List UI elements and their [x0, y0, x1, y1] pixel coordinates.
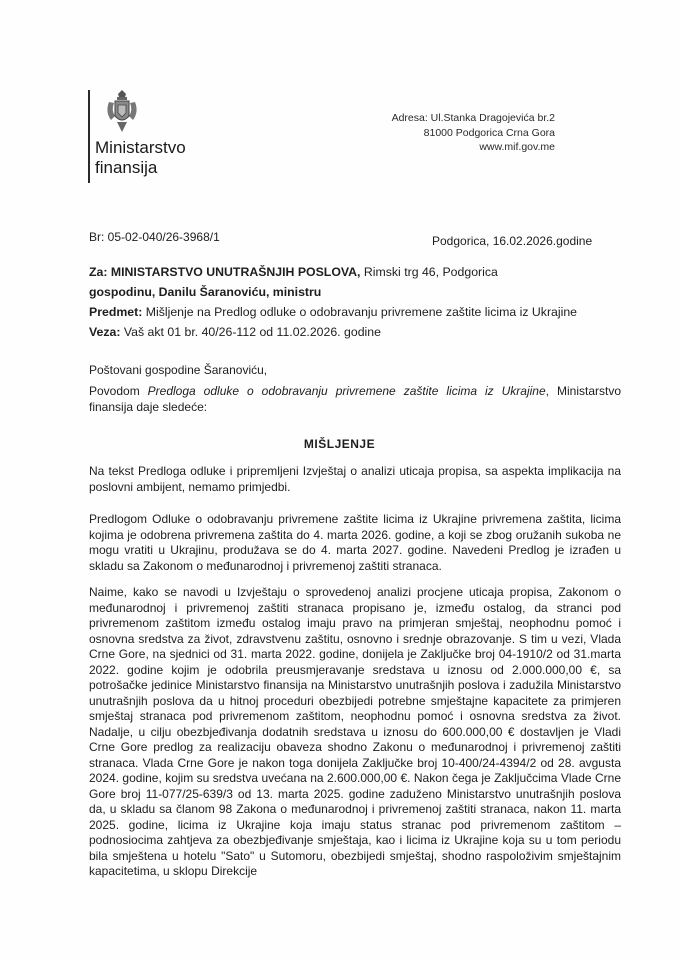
- website-link[interactable]: www.mif.gov.me: [479, 141, 555, 153]
- intro-pre: Povodom: [89, 384, 148, 398]
- recipient-block: [89, 262, 577, 342]
- veza-label: Veza:: [89, 325, 121, 339]
- intro-italic: Predloga odluke o odobravanju privremene zaštite licima iz Ukrajine: [147, 384, 546, 398]
- ministry-name-line1: Ministarstvo: [95, 138, 186, 157]
- subject-line: [89, 302, 577, 322]
- coat-of-arms-icon: [101, 88, 143, 136]
- intro-paragraph: [89, 384, 621, 415]
- ministry-name: [95, 138, 186, 178]
- subject-text: Mišljenje na Predlog odluke o odobravanju privremene zaštite licima iz Ukrajine: [142, 305, 578, 319]
- letterhead-divider: [88, 90, 90, 183]
- za-label: Za:: [89, 265, 108, 279]
- paragraph-3: Naime, kako se navodi u Izvještaju o sprovedenoj analizi procjene uticaja propisa, Zakonom o međunarodnoj i privremenoj zaštiti stranaca propisano je, između ostalog, da stranci pod privremenom zaštitom između ostalog imaju pravo na primjeran smještaj, neophodnu pomoć i osnovna sredstva za život, zdravstvenu zaštitu, osnovno i srednje obrazovanje. S tim u vezi, Vlada Crne Gore, na sjednici od 31. marta 2022. godine, donijela je Zaključke broj 04-1910/2 od 31.marta 2022. godine kojim je odobrila preusmjeravanje sredstava u iznosu od 2.000.000,00 €, sa potrošačke jedinice Ministarstvo finansija na Ministarstvo unutrašnjih poslova i zadužila Ministarstvo unutrašnjih poslova da u hitnoj proceduri obezbijedi potrebne smještajne kapacitete za primjeren smještaj stranaca pod privremenom zaštitom, neophodnu pomoć i osnovna sredstva za život. Nadalje, u cilju obezbjeđivanja dodatnih sredstava u iznosu do 600.000,00 € dostavljen je Vladi Crne Gore predlog za realizaciju obaveza shodno Zakonu o međunarodnoj i privremenoj zaštiti stranaca. Vlada Crne Gore je nakon toga donijela Zaključke broj 10-400/24-4394/2 od 28. avgusta 2024. godine, kojim su sredstva uvećana na 2.600.000,00 €. Nakon čega je Zaključcima Vlade Crne Gore broj 11-077/25-639/3 od 13. marta 2025. godine zaduženo Ministarstvo unutrašnjih poslova da, u skladu sa članom 98 Zakona o međunarodnoj i privremenoj zaštiti stranaca, nakon 11. marta 2025. godine, licima iz Ukrajine koja imaju status stranac pod privremenom zaštitom – podnosiocima zahtjeva za obezbjeđivanje smještaja, kao i licima iz Ukrajine koja su u tom periodu bila smještena u hotelu "Sato" u Sutomoru, obezbijedi smještaj, shodno raspoloživim smještajnim kapacitetima, u sklopu Direkcije: [89, 585, 621, 878]
- recipient-institution: MINISTARSTVO UNUTRAŠNJIH POSLOVA,: [110, 265, 361, 279]
- reference-line: [89, 322, 577, 342]
- address-city: 81000 Podgorica Crna Gora: [423, 126, 555, 139]
- paragraph-1: Na tekst Predloga odluke i pripremljeni Izvještaj o analizi uticaja propisa, sa aspekta implikacija na poslovni ambijent, nemamo primjedbi.: [89, 464, 621, 494]
- paragraph-2: Predlogom Odluke o odobravanju privremene zaštite licima iz Ukrajine privremena zaštita, licima kojima je odobrena privremena zaštita do 4. marta 2026. godine, a koji se zbog oružanih sukoba ne mogu vratiti u Ukrajinu, produžava se do 4. marta 2027. godine. Navedeni Predlog je izrađen u skladu sa Zakonom o međunarodnoj i privremenoj zaštiti stranaca.: [89, 512, 621, 573]
- address-street: Adresa: Ul.Stanka Dragojevića br.2: [391, 112, 555, 124]
- veza-text: Vaš akt 01 br. 40/26-112 od 11.02.2026. godine: [120, 325, 381, 339]
- salutation: Poštovani gospodine Šaranoviću,: [89, 363, 268, 377]
- recipient-address: Rimski trg 46, Podgorica: [360, 265, 498, 279]
- recipient-person: gospodinu, Danilu Šaranoviću, ministru: [89, 285, 322, 299]
- ministry-address: [392, 111, 555, 155]
- reference-number: Br: 05-02-040/26-3968/1: [89, 230, 220, 244]
- place-date: Podgorica, 16.02.2026.godine: [432, 234, 593, 248]
- ministry-name-line2: finansija: [95, 158, 158, 177]
- recipient-institution-line: [89, 262, 577, 282]
- subject-label: Predmet:: [89, 305, 143, 319]
- opinion-heading: MIŠLJENJE: [303, 437, 376, 451]
- intro-post: , Ministarstvo finansija daje sledeće:: [89, 384, 621, 414]
